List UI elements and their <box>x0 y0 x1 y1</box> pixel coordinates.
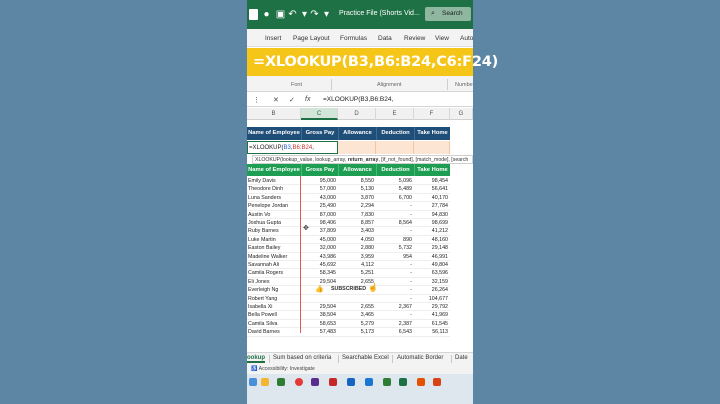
cell-name[interactable]: Robert Yang <box>248 295 278 302</box>
cell-name[interactable]: Isabella Xi <box>248 304 273 310</box>
cell-name[interactable]: Penelope Jordan <box>248 203 289 210</box>
cell-take-home[interactable]: 32,159 <box>431 278 448 285</box>
cell-gross-pay[interactable]: 43,986 <box>319 253 336 260</box>
formula-separator: , <box>290 145 293 151</box>
group-font: Font <box>291 82 303 88</box>
formula-bar <box>247 93 473 107</box>
cell-name[interactable]: Camila Rogers <box>248 270 284 277</box>
excel-app-icon <box>249 9 258 20</box>
cell-take-home[interactable]: 98,699 <box>431 220 448 226</box>
cell-take-home[interactable]: 56,641 <box>431 186 448 193</box>
table-row <box>247 320 450 328</box>
pointer-cursor-icon: ☝ <box>368 283 378 292</box>
save-icon[interactable]: ▣ <box>275 9 286 20</box>
lookup-row <box>247 141 450 154</box>
lookup-header-gross: Gross Pay <box>301 127 338 140</box>
sheet-tab-auto-border[interactable]: Automatic Border <box>397 355 444 361</box>
cell-name[interactable]: Madeline Walker <box>248 253 288 260</box>
cell-take-home[interactable]: 46,991 <box>431 253 448 260</box>
lookup-cell-f[interactable] <box>414 141 450 154</box>
cell-take-home[interactable]: 41,969 <box>431 312 448 319</box>
cell-deduction[interactable]: - <box>410 295 412 302</box>
search-icon: ⌕ <box>431 10 435 17</box>
column-header-f[interactable]: F <box>414 108 450 120</box>
data-header-gross: Gross Pay <box>301 164 338 176</box>
cell-allowance[interactable]: 8,857 <box>360 220 374 226</box>
table-row <box>247 328 450 336</box>
lookup-cell-e[interactable] <box>376 141 414 154</box>
table-row <box>247 185 450 193</box>
cell-deduction[interactable]: - <box>410 270 412 277</box>
cell-allowance[interactable]: 5,279 <box>360 320 374 327</box>
table-row <box>247 236 450 244</box>
accessibility-icon[interactable]: ♿ <box>251 366 258 372</box>
cell-name[interactable]: Eli Jones <box>248 278 270 285</box>
cell-deduction[interactable]: - <box>410 203 412 210</box>
cell-allowance[interactable]: 5,173 <box>360 329 374 336</box>
excel-icon[interactable] <box>383 378 391 386</box>
cell-deduction[interactable]: - <box>410 228 412 235</box>
cell-deduction[interactable]: - <box>410 278 412 285</box>
column-header-e[interactable]: E <box>376 108 414 120</box>
cell-name[interactable]: Joshua Gupta <box>248 220 281 226</box>
cell-gross-pay[interactable]: 58,345 <box>319 270 336 277</box>
cell-allowance[interactable]: 4,050 <box>360 236 374 243</box>
cell-gross-pay[interactable]: 38,504 <box>319 312 336 319</box>
green-app-icon[interactable] <box>277 378 285 386</box>
lookup-cell-d[interactable] <box>338 141 376 154</box>
lookup-header-deduction: Deduction <box>376 127 414 140</box>
excel-active-icon[interactable] <box>399 378 407 386</box>
cell-deduction[interactable]: - <box>410 312 412 319</box>
cell-allowance[interactable]: 4,112 <box>361 262 374 268</box>
cell-take-home[interactable]: 29,792 <box>431 304 448 310</box>
name-box-dropdown-icon[interactable]: ⋮ <box>253 97 260 104</box>
cell-deduction[interactable]: 6,700 <box>398 194 412 201</box>
cancel-icon[interactable]: ✕ <box>273 97 279 104</box>
formula-arg-lookup-value: B3 <box>283 145 291 151</box>
start-icon[interactable] <box>249 378 257 386</box>
cell-take-home[interactable]: 27,784 <box>431 203 448 210</box>
cell-name[interactable]: David Barnes <box>248 329 280 336</box>
sheet-divider <box>451 355 452 363</box>
column-headers <box>247 108 473 120</box>
tooltip-current-arg: return_array <box>347 157 379 163</box>
cell-name[interactable]: Bella Powell <box>248 312 277 319</box>
subscribed-label[interactable]: SUBSCRIBED <box>331 286 367 292</box>
cell-deduction[interactable]: - <box>410 287 412 294</box>
cell-allowance[interactable]: 5,251 <box>360 270 374 277</box>
table-row <box>247 219 450 227</box>
cell-deduction[interactable]: - <box>410 211 412 218</box>
lookup-array-range-border <box>300 176 301 333</box>
cell-take-home[interactable]: 104,677 <box>428 295 448 302</box>
sheet-divider <box>338 355 339 363</box>
table-row <box>247 269 450 277</box>
cell-name[interactable]: Luke Martin <box>248 236 276 243</box>
cell-deduction[interactable]: 954 <box>403 253 412 260</box>
table-row <box>247 244 450 252</box>
tooltip-pre: XLOOKUP(lookup_value, lookup_array, <box>255 157 348 163</box>
tab-review[interactable]: Review <box>404 35 426 42</box>
formula-banner: =XLOOKUP(B3,B6:B24,C6:F24) <box>247 48 473 76</box>
cell-allowance[interactable]: 3,465 <box>360 312 374 319</box>
search-label: Search <box>442 10 463 17</box>
cell-take-home[interactable]: 61,545 <box>431 320 448 327</box>
cell-gross-pay[interactable]: 57,000 <box>319 186 336 193</box>
table-row <box>247 194 450 202</box>
bottom-bar <box>247 390 473 404</box>
tab-insert[interactable]: Insert <box>265 35 282 42</box>
tooltip-post: , [if_not_found], [match_mode], [search <box>378 157 469 163</box>
active-cell-formula[interactable] <box>247 141 338 154</box>
sheet-tab-date[interactable]: Date <box>455 355 468 361</box>
cell-deduction[interactable]: 5,096 <box>398 178 412 184</box>
cell-gross-pay[interactable]: 45,000 <box>319 236 336 243</box>
cell-gross-pay[interactable]: 58,653 <box>319 320 336 327</box>
column-header-c[interactable]: C <box>301 108 338 120</box>
ribbon-groups <box>247 76 473 92</box>
undo-icon[interactable]: ↶ <box>288 9 297 20</box>
cell-name[interactable]: Camila Silva <box>248 320 278 327</box>
table-row <box>247 278 450 286</box>
cell-take-home[interactable]: 63,596 <box>431 270 448 277</box>
cell-allowance[interactable]: 3,870 <box>360 194 374 201</box>
insert-function-icon[interactable]: fx <box>305 96 311 103</box>
title-bar <box>247 0 473 29</box>
cell-take-home[interactable]: 41,212 <box>431 228 448 235</box>
group-alignment: Alignment <box>377 82 402 88</box>
sheet-tab-sum-criteria[interactable]: Sum based on criteria <box>273 355 332 361</box>
formula-prefix: =XLOOKUP( <box>249 145 284 151</box>
data-header-name: Name of Employee <box>247 164 301 176</box>
data-header-allowance: Allowance <box>338 164 376 176</box>
data-header-deduction: Deduction <box>376 164 414 176</box>
tab-formulas[interactable]: Formulas <box>340 35 368 42</box>
cell-deduction[interactable]: - <box>410 262 412 268</box>
customize-toolbar-icon[interactable]: ▾ <box>323 9 330 20</box>
cell-gross-pay[interactable]: 29,504 <box>319 304 336 310</box>
formula-input[interactable]: =XLOOKUP(B3,B6:B24, <box>323 96 394 103</box>
cell-allowance[interactable]: 8,550 <box>360 178 374 184</box>
table-row <box>247 295 450 303</box>
cell-take-home[interactable]: 26,264 <box>431 287 448 294</box>
cell-deduction[interactable]: 6,543 <box>398 329 412 336</box>
data-header-takehome: Take Home <box>414 164 450 176</box>
search-box[interactable] <box>425 7 471 21</box>
taskbar <box>247 374 473 390</box>
column-header-d[interactable]: D <box>338 108 376 120</box>
lookup-header-takehome: Take Home <box>414 127 450 140</box>
data-header-row <box>247 164 450 176</box>
table-row <box>247 253 450 261</box>
table-row <box>247 177 450 185</box>
red-app-icon[interactable] <box>433 378 441 386</box>
cell-deduction[interactable]: 2,367 <box>398 304 412 310</box>
cell-name[interactable]: Everleigh Ng <box>248 287 279 294</box>
tab-page-layout[interactable]: Page Layout <box>293 35 330 42</box>
sheet-tabs <box>247 352 473 364</box>
cell-allowance[interactable]: 2,294 <box>360 203 374 210</box>
cell-name[interactable]: Austin Vo <box>248 211 271 218</box>
formula-arg-lookup-array: B6:B24 <box>292 145 313 151</box>
cell-deduction[interactable]: 5,732 <box>398 245 412 252</box>
accessibility-status[interactable]: Accessibility: Investigate <box>258 366 315 372</box>
ribbon-tabs <box>247 29 473 47</box>
table-row <box>247 211 450 219</box>
table-row <box>247 311 450 319</box>
cell-gross-pay[interactable]: 37,809 <box>319 228 336 235</box>
cell-take-home[interactable]: 94,830 <box>431 211 448 218</box>
outlook-icon[interactable] <box>365 378 373 386</box>
phone-frame <box>247 0 499 404</box>
tab-data[interactable]: Data <box>378 35 392 42</box>
undo-dropdown-icon[interactable]: ▾ <box>301 9 308 20</box>
status-bar <box>247 364 473 374</box>
cell-gross-pay[interactable]: 98,406 <box>319 220 336 226</box>
cell-deduction[interactable]: 5,489 <box>398 186 412 193</box>
cell-take-home[interactable]: 48,160 <box>431 236 448 243</box>
autosave-icon[interactable]: ● <box>263 9 270 20</box>
enter-icon[interactable]: ✓ <box>289 97 295 104</box>
cell-allowance[interactable]: 2,655 <box>360 304 374 310</box>
move-cursor-icon: ✥ <box>303 225 309 232</box>
sheet-tab-lookup[interactable]: ookup <box>247 355 265 361</box>
cell-name[interactable]: Emily Davis <box>248 178 276 184</box>
cell-allowance[interactable]: 3,403 <box>360 228 374 235</box>
sheet-divider <box>269 355 270 363</box>
column-header-b[interactable]: B <box>247 108 301 120</box>
group-divider <box>331 79 332 90</box>
orange-app-icon[interactable] <box>417 378 425 386</box>
media-app-icon[interactable] <box>311 378 319 386</box>
tab-automate[interactable]: Auto <box>460 35 474 42</box>
group-number: Numbe <box>455 82 473 88</box>
cell-name[interactable]: Theodore Dinh <box>248 186 284 193</box>
cell-take-home[interactable]: 56,113 <box>432 329 448 336</box>
cell-name[interactable]: Savannah Ali <box>248 262 279 268</box>
cell-deduction[interactable]: 890 <box>403 236 412 243</box>
cell-deduction[interactable]: 8,564 <box>398 220 412 226</box>
table-row <box>247 202 450 210</box>
cell-take-home[interactable]: 40,170 <box>431 194 448 201</box>
table-row <box>247 303 450 311</box>
cell-allowance[interactable] <box>338 295 376 303</box>
cell-gross-pay[interactable]: 45,692 <box>319 262 336 268</box>
cell-gross-pay[interactable]: 29,504 <box>319 278 336 285</box>
cell-allowance[interactable]: 7,830 <box>360 211 374 218</box>
window-title: Practice File (Shorts Vid... <box>339 10 420 17</box>
table-row <box>247 227 450 235</box>
table-row <box>247 261 450 269</box>
cell-allowance[interactable]: 2,880 <box>360 245 374 252</box>
lookup-header-allowance: Allowance <box>338 127 376 140</box>
cell-name[interactable]: Ruby Barnes <box>248 228 279 235</box>
chrome-icon[interactable] <box>295 378 303 386</box>
cell-gross-pay[interactable] <box>301 295 338 303</box>
cell-gross-pay[interactable]: 95,000 <box>319 178 336 184</box>
word-icon[interactable] <box>347 378 355 386</box>
cell-gross-pay[interactable]: 43,000 <box>319 194 336 201</box>
cell-allowance[interactable]: 5,130 <box>360 186 374 193</box>
cell-take-home[interactable]: 49,804 <box>431 262 448 268</box>
cell-gross-pay[interactable]: 32,000 <box>319 245 336 252</box>
cell-name[interactable]: Easton Bailey <box>248 245 281 252</box>
cell-gross-pay[interactable]: 57,483 <box>319 329 336 336</box>
cell-gross-pay[interactable]: 87,000 <box>319 211 336 218</box>
redo-icon[interactable]: ↷ <box>310 9 319 20</box>
sheet-divider <box>392 355 393 363</box>
file-explorer-icon[interactable] <box>261 378 269 386</box>
cell-gross-pay[interactable]: 25,490 <box>319 203 336 210</box>
cell-allowance[interactable]: 2,655 <box>360 278 374 285</box>
cell-deduction[interactable]: 2,387 <box>398 320 412 327</box>
tab-view[interactable]: View <box>435 35 449 42</box>
thumbs-up-icon[interactable]: 👍 <box>315 286 324 293</box>
group-divider <box>447 79 448 90</box>
lookup-header-name: Name of Employee <box>247 127 301 140</box>
cell-take-home[interactable]: 29,148 <box>431 245 448 252</box>
function-tooltip <box>252 155 473 164</box>
lookup-header-row <box>247 127 450 140</box>
formula-suffix: , <box>312 145 314 151</box>
column-header-g[interactable]: G <box>450 108 473 120</box>
cell-take-home[interactable]: 98,454 <box>431 178 448 184</box>
cell-name[interactable]: Luna Sanders <box>248 194 281 201</box>
cell-allowance[interactable]: 3,959 <box>360 253 374 260</box>
sheet-tab-searchable[interactable]: Searchable Excel <box>342 355 389 361</box>
powerpoint-icon[interactable] <box>329 378 337 386</box>
